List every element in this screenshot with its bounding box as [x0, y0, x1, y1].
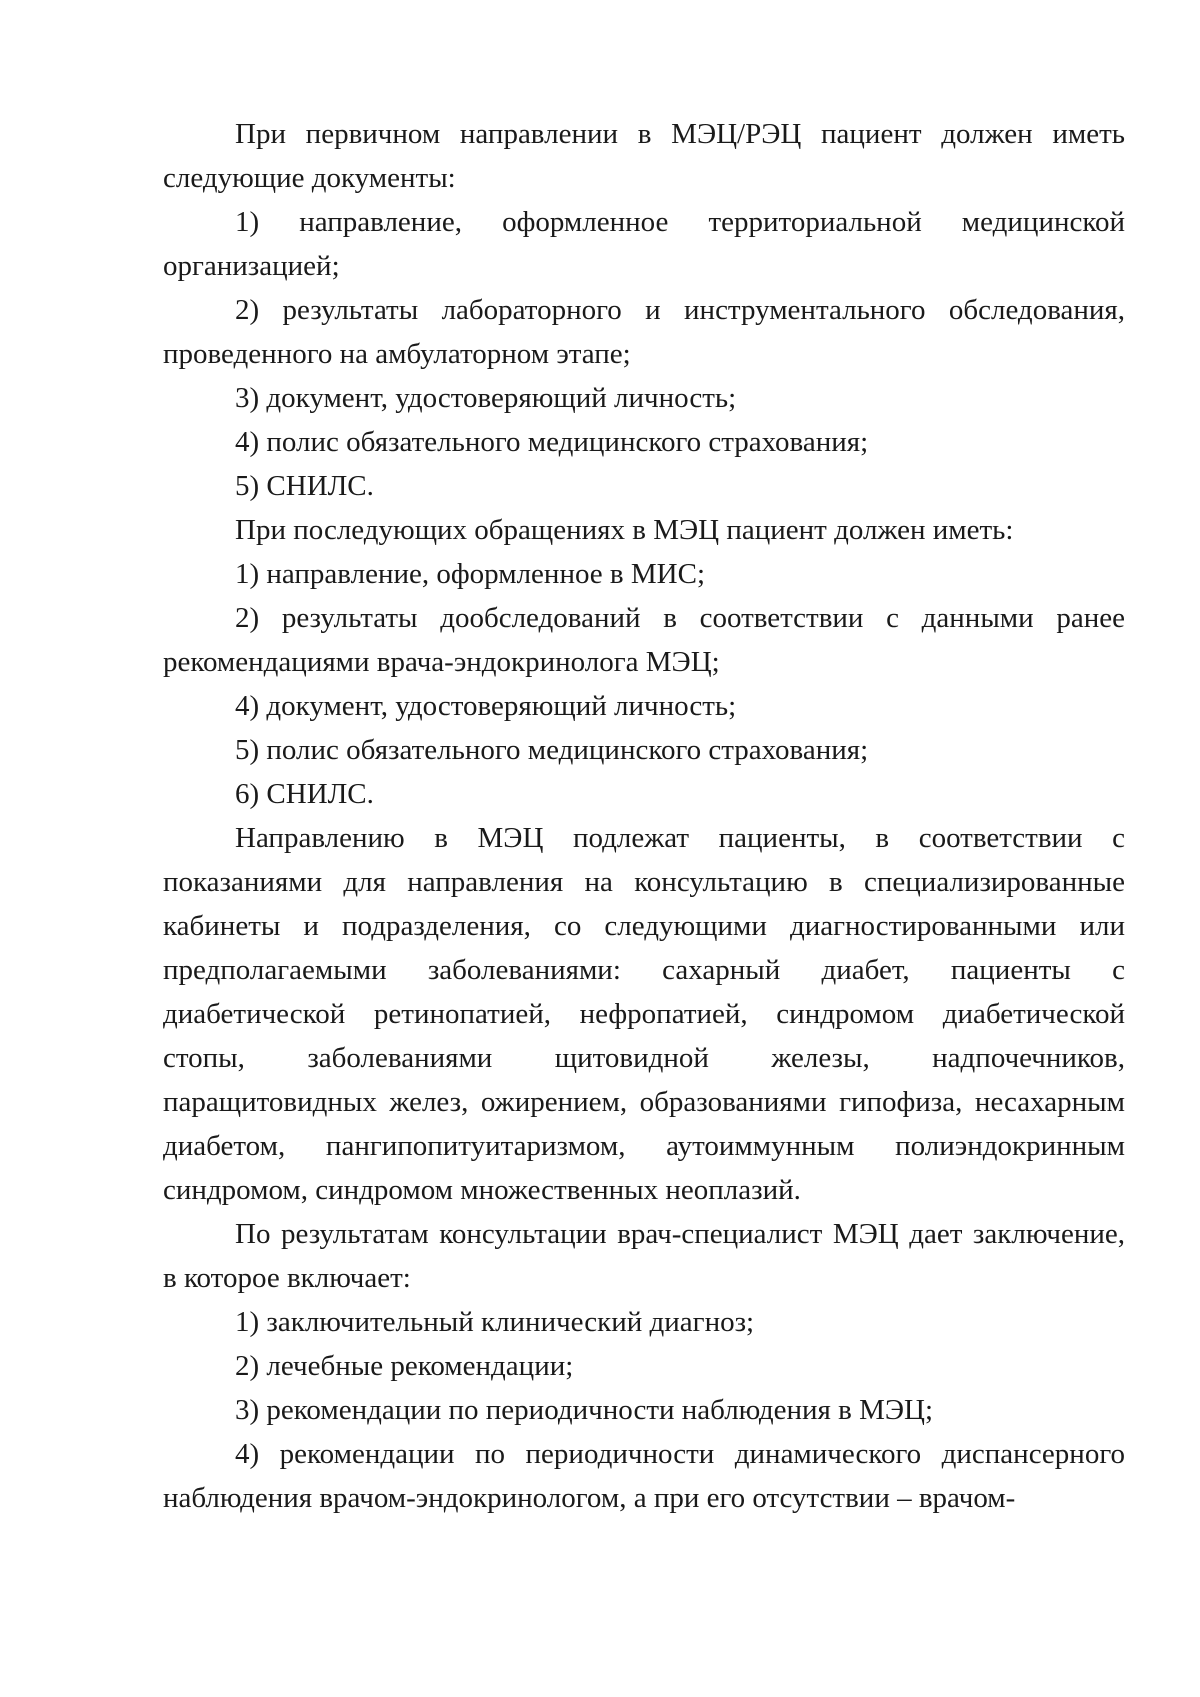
- paragraph-primary-referral-intro: При первичном направлении в МЭЦ/РЭЦ пациент должен иметь следующие документы:: [163, 118, 1125, 194]
- list-item-additional-exams: 2) результаты дообследований в соответствии с данными ранее рекомендациями врача-эндокринолога МЭЦ;: [163, 602, 1125, 678]
- list-item-snils-followup: 6) СНИЛС.: [235, 778, 374, 810]
- list-item-lab-results: 2) результаты лабораторного и инструментального обследования, проведенного на амбулаторном этапе;: [163, 294, 1125, 370]
- paragraph-referral-indications: Направлению в МЭЦ подлежат пациенты, в соответствии с показаниями для направления на консультацию в специализированные кабинеты и подразделения, со следующими диагностированными или предполагаемыми заболеваниями: сахарный диабет, пациенты с диабетической ретинопатией, нефропатией, синдромом диабетической стопы, заболеваниями щитовидной железы, надпочечников, паращитовидных желез, ожирением, образованиями гипофиза, несахарным диабетом, пангипопитуитаризмом, аутоиммунным полиэндокринным синдромом, синдромом множественных неоплазий.: [163, 822, 1125, 1206]
- list-item-insurance-policy: 4) полис обязательного медицинского страхования;: [235, 426, 869, 458]
- paragraph-followup-intro: При последующих обращениях в МЭЦ пациент должен иметь:: [235, 514, 1014, 546]
- list-item-insurance-policy-followup: 5) полис обязательного медицинского страхования;: [235, 734, 869, 766]
- list-item-mis-referral: 1) направление, оформленное в МИС;: [235, 558, 706, 590]
- list-item-snils: 5) СНИЛС.: [235, 470, 374, 502]
- list-item-referral-form: 1) направление, оформленное территориальной медицинской организацией;: [163, 206, 1125, 282]
- list-item-treatment-recommendations: 2) лечебные рекомендации;: [235, 1350, 574, 1382]
- list-item-dispensary-frequency: 4) рекомендации по периодичности динамического диспансерного наблюдения врачом-эндокринологом, а при его отсутствии – врачом-: [163, 1438, 1125, 1514]
- list-item-identity-document-followup: 4) документ, удостоверяющий личность;: [235, 690, 737, 722]
- list-item-final-diagnosis: 1) заключительный клинический диагноз;: [235, 1306, 755, 1338]
- list-item-observation-frequency: 3) рекомендации по периодичности наблюдения в МЭЦ;: [235, 1394, 933, 1426]
- list-item-identity-document: 3) документ, удостоверяющий личность;: [235, 382, 737, 414]
- document-body: [163, 112, 1125, 1520]
- paragraph-consultation-results-intro: По результатам консультации врач-специалист МЭЦ дает заключение, в которое включает:: [163, 1218, 1125, 1294]
